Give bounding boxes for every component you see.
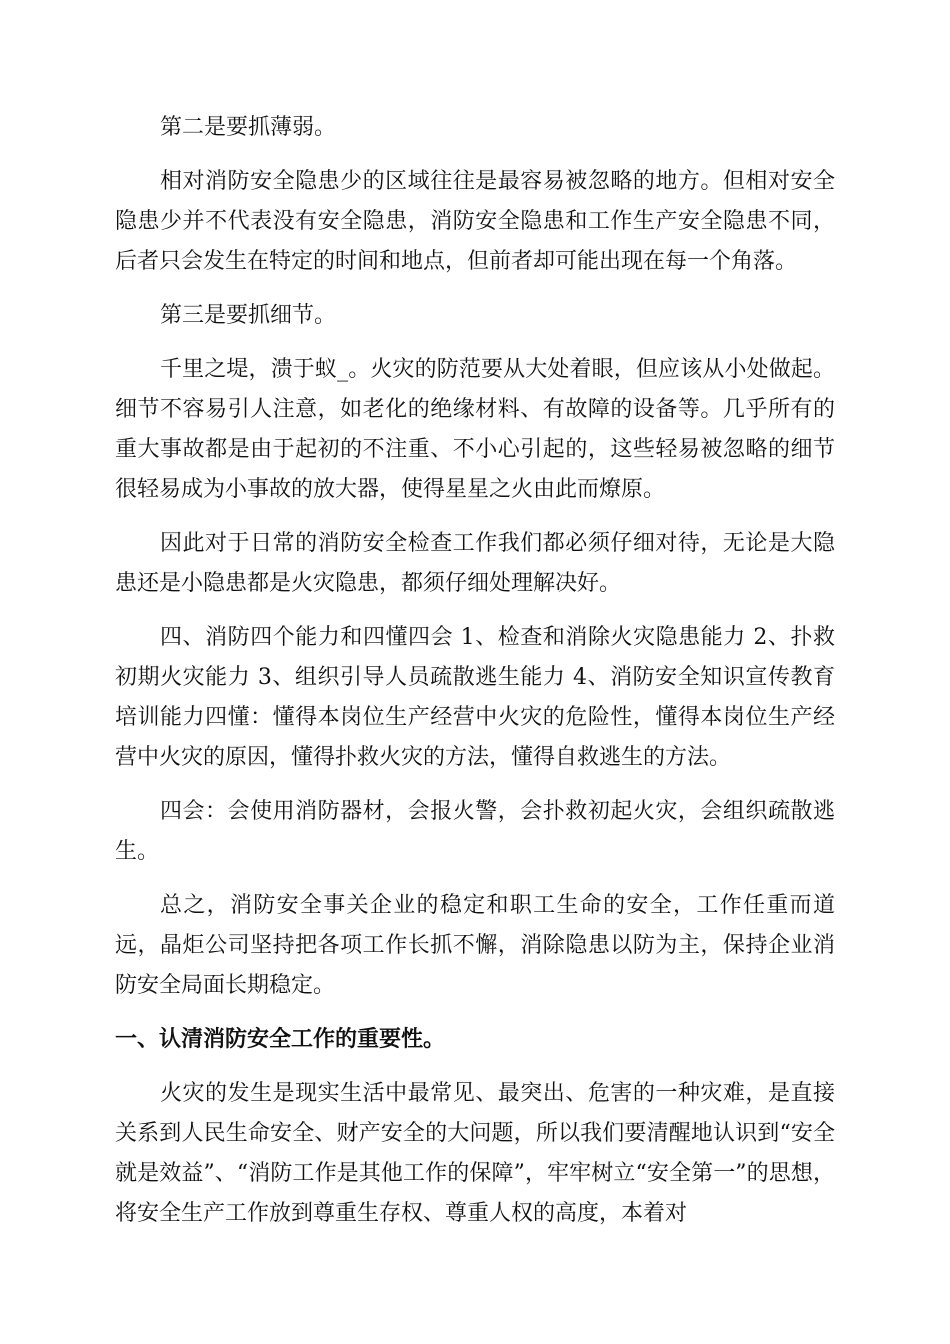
- document-page: [115, 108, 835, 1248]
- paragraph-importance-body: 火灾的发生是现实生活中最常见、最突出、危害的一种灾难，是直接关系到人民生命安全、财产安全的大问题，所以我们要清醒地认识到“安全就是效益”、“消防工作是其他工作的保障”，牢牢树立“安全第一”的思想，将安全生产工作放到尊重生存权、尊重人权的高度，本着对: [115, 1081, 835, 1226]
- section-heading: 一、认清消防安全工作的重要性。: [115, 1027, 446, 1052]
- paragraph-details-body: 千里之堤，溃于蚁_。火灾的防范要从大处着眼，但应该从小处做起。细节不容易引人注意，如老化的绝缘材料、有故障的设备等。几乎所有的重大事故都是由于起初的不注重、不小心引起的，这些轻易被忽略的细节很轻易成为小事故的放大器，使得星星之火由此而燎原。: [115, 357, 835, 502]
- paragraph-weak-points-title: 第二是要抓薄弱。: [160, 115, 337, 140]
- paragraph-details-title: 第三是要抓细节。: [160, 303, 337, 328]
- paragraph-conclusion: 总之，消防安全事关企业的稳定和职工生命的安全，工作任重而道远，晶炬公司坚持把各项工作长抓不懈，消除隐患以防为主，保持企业消防安全局面长期稳定。: [115, 893, 835, 998]
- paragraph-daily-inspection: 因此对于日常的消防安全检查工作我们都必须仔细对待，无论是大隐患还是小隐患都是火灾隐患，都须仔细处理解决好。: [115, 531, 835, 596]
- paragraph-four-abilities: 四、消防四个能力和四懂四会 1、检查和消除火灾隐患能力 2、扑救初期火灾能力 3、组织引导人员疏散逃生能力 4、消防安全知识宣传教育培训能力四懂：懂得本岗位生产经营中火灾的危险性，懂得本岗位生产经营中火灾的原因，懂得扑救火灾的方法，懂得自救逃生的方法。: [115, 625, 835, 770]
- paragraph-weak-points-body: 相对消防安全隐患少的区域往往是最容易被忽略的地方。但相对安全隐患少并不代表没有安全隐患，消防安全隐患和工作生产安全隐患不同，后者只会发生在特定的时间和地点，但前者却可能出现在每一个角落。: [115, 169, 835, 274]
- paragraph-four-skills: 四会：会使用消防器材，会报火警，会扑救初起火灾，会组织疏散逃生。: [115, 799, 835, 864]
